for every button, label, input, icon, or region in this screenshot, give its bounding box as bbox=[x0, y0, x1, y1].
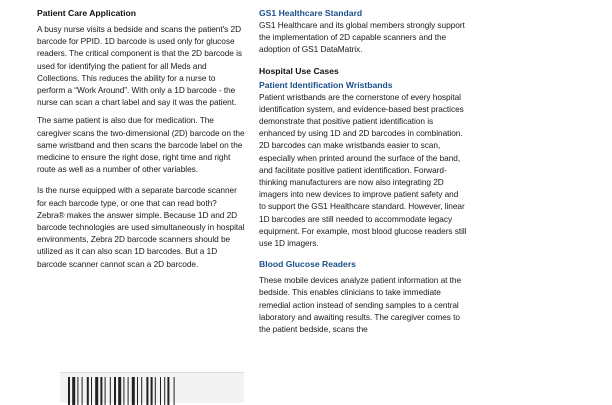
barcode-bar bbox=[68, 377, 70, 405]
gs1-heading: GS1 Healthcare Standard bbox=[259, 8, 363, 18]
barcode-image bbox=[60, 372, 244, 403]
patient-care-paragraph-1: A busy nurse visits a bedside and scans the patient's 2D barcode for PPID. 1D barcode is used only for glucose readers. The critical component is that the 2D barcode is used for identifying the patient for all Meds and Collections. This reduces the ability for a nurse to perform a “Work Around”. With only a 1D barcode - the nurse can scan a chart label and say it was the patient. bbox=[37, 24, 242, 108]
barcode-bar bbox=[82, 377, 83, 405]
left-column bbox=[37, 0, 245, 270]
patient-care-heading: Patient Care Application bbox=[37, 8, 137, 18]
barcode-bar bbox=[132, 377, 135, 405]
barcode-bar bbox=[72, 377, 75, 405]
barcode-bar bbox=[146, 377, 148, 405]
barcode-bar bbox=[155, 377, 156, 405]
barcode-bar bbox=[100, 377, 102, 405]
barcode-bar bbox=[95, 377, 98, 405]
patient-care-paragraph-2: The same patient is also due for medication. The caregiver scans the two-dimensional (2D) barcode on the same wristband and then scans the barcode label on the medicine to ensure the right dose, right time and right route as well as a number of other variables. bbox=[37, 115, 245, 175]
barcode-bar bbox=[174, 377, 175, 405]
barcode-bar bbox=[114, 377, 116, 405]
barcode-bar bbox=[110, 377, 111, 405]
gs1-paragraph: GS1 Healthcare and its global members strongly support the implementation of 2D capable scanners and the adoption of GS1 DataMatrix. bbox=[259, 20, 465, 55]
barcode-bar bbox=[128, 377, 129, 405]
glucose-heading: Blood Glucose Readers bbox=[259, 259, 356, 270]
barcode-bar bbox=[77, 377, 78, 405]
barcode-bar bbox=[137, 377, 138, 405]
barcode-bar bbox=[118, 377, 121, 405]
wristbands-paragraph: Patient wristbands are the cornerstone of every hospital identification system, and evidence-based best practices demonstrate that positive patient identification is enhanced by using 1D and 2D barcodes in combination. 2D barcodes can make wristbands easier to scan, especially when printed around the surface of the band, and facilitate positive patient identification. Forward-thinking manufacturers are now also integrating 2D imagers into new devices to improve patient safety and to support the GS1 Healthcare standard. However, linear 1D barcodes are still needed to accommodate legacy equipment. For example, most blood glucose readers still use 1D imagers. bbox=[259, 91, 467, 249]
patient-care-paragraph-3: Is the nurse equipped with a separate barcode scanner for each barcode type, or one that can read both? Zebra® makes the answer simple. Because 1D and 2D barcode technologies are used simultaneously in hospital environments, Zebra 2D barcode scanners should be utilized as it can also scan 1D barcodes. But a 1D barcode scanner cannot scan a 2D barcode. bbox=[37, 185, 245, 269]
barcode-bar bbox=[105, 377, 106, 405]
glucose-paragraph: These mobile devices analyze patient information at the bedside. This enables clinicians to take immediate remedial action instead of sending samples to a central laboratory and awaiting results. The caregiver comes to the patient bedside, scans the bbox=[259, 275, 462, 335]
barcode-bar bbox=[87, 377, 89, 405]
right-column bbox=[259, 0, 467, 335]
wristbands-heading: Patient Identification Wristbands bbox=[259, 79, 393, 90]
barcode-bar bbox=[151, 377, 153, 405]
barcode-bar bbox=[141, 377, 142, 405]
barcode-bar bbox=[160, 377, 161, 405]
barcode-bar bbox=[164, 377, 165, 405]
hospital-use-cases-heading: Hospital Use Cases bbox=[259, 65, 339, 76]
barcode-bar bbox=[91, 377, 92, 405]
barcode-bar bbox=[167, 377, 169, 405]
barcode-icon bbox=[66, 377, 238, 405]
barcode-bar bbox=[123, 377, 124, 405]
